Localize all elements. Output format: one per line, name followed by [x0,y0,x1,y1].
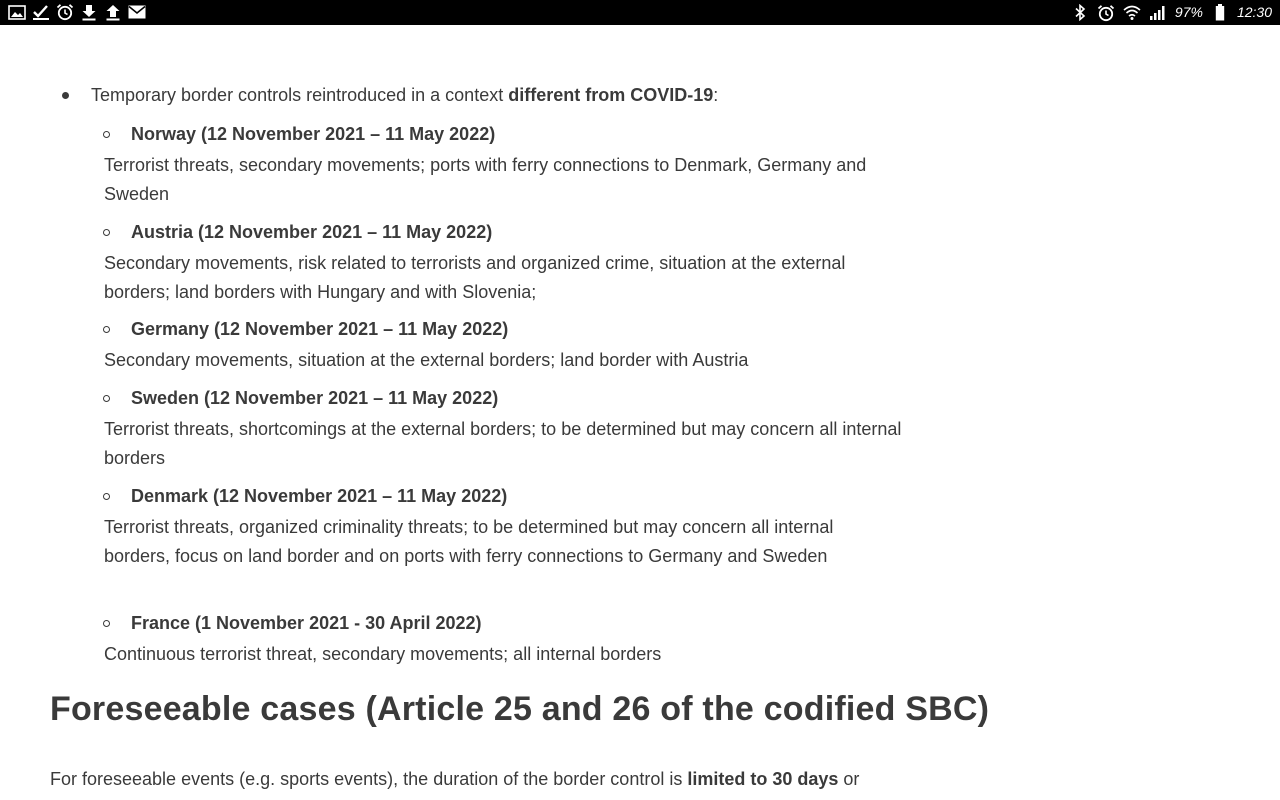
wifi-icon [1123,4,1141,22]
section-heading: Foreseeable cases (Article 25 and 26 of the codified SBC) [50,690,990,728]
signal-icon [1149,4,1167,22]
battery-icon [1211,4,1229,22]
circle-bullet-icon [103,620,110,627]
entry-description: Secondary movements, situation at the external borders; land border with Austria [104,350,749,370]
intro-text-after: : [713,85,719,105]
list-item-germany [104,317,904,375]
entry-description: Terrorist threats, organized criminality threats; to be determined but may concern all internal borders, focus on land border and on ports with ferry connections to Germany and Sweden [104,517,834,566]
list-item-norway [104,122,904,209]
mail-icon [128,3,146,21]
circle-bullet-icon [103,395,110,402]
image-icon [8,3,26,21]
intro-text-before: Temporary border controls reintroduced in a context [91,85,509,105]
battery-percent: 97% [1174,4,1203,20]
paragraph-text-bold: limited to 30 days [687,769,839,789]
entry-title: France (1 November 2021 - 30 April 2022) [131,613,482,633]
entry-title: Austria (12 November 2021 – 11 May 2022) [131,222,493,242]
entry-title: Germany (12 November 2021 – 11 May 2022) [131,319,509,339]
entry-title: Sweden (12 November 2021 – 11 May 2022) [131,388,499,408]
list-item-france [104,611,904,669]
status-bar [0,0,1280,25]
alarm-icon [56,3,74,21]
entry-description: Terrorist threats, shortcomings at the external borders; to be determined but may concern all internal borders [104,419,902,468]
circle-bullet-icon [103,493,110,500]
alarm-icon [1097,4,1115,22]
upload-icon [104,3,122,21]
entry-description: Secondary movements, risk related to terrorists and organized crime, situation at the external borders; land borders with Hungary and with Slovenia; [104,253,846,302]
list-item-denmark [104,484,904,571]
check-icon [32,3,50,21]
download-icon [80,3,98,21]
bullet-icon [62,92,69,99]
circle-bullet-icon [103,326,110,333]
intro-text [91,83,718,107]
entry-title: Denmark (12 November 2021 – 11 May 2022) [131,486,508,506]
notification-icons [8,3,146,21]
circle-bullet-icon [103,229,110,236]
section-paragraph [50,765,930,794]
list-item-sweden [104,386,904,473]
circle-bullet-icon [103,131,110,138]
list-item-austria [104,220,904,307]
paragraph-text-after: or [838,769,860,789]
entry-title: Norway (12 November 2021 – 11 May 2022) [131,124,496,144]
entry-description: Continuous terrorist threat, secondary movements; all internal borders [104,644,662,664]
page-content [0,25,1280,800]
clock: 12:30 [1236,4,1272,20]
system-indicators [1071,3,1272,22]
bluetooth-icon [1071,4,1089,22]
paragraph-text-before: For foreseeable events (e.g. sports events), the duration of the border control is [50,769,688,789]
intro-text-bold: different from COVID-19 [508,85,714,105]
entry-description: Terrorist threats, secondary movements; ports with ferry connections to Denmark, Germany and Sweden [104,155,867,204]
